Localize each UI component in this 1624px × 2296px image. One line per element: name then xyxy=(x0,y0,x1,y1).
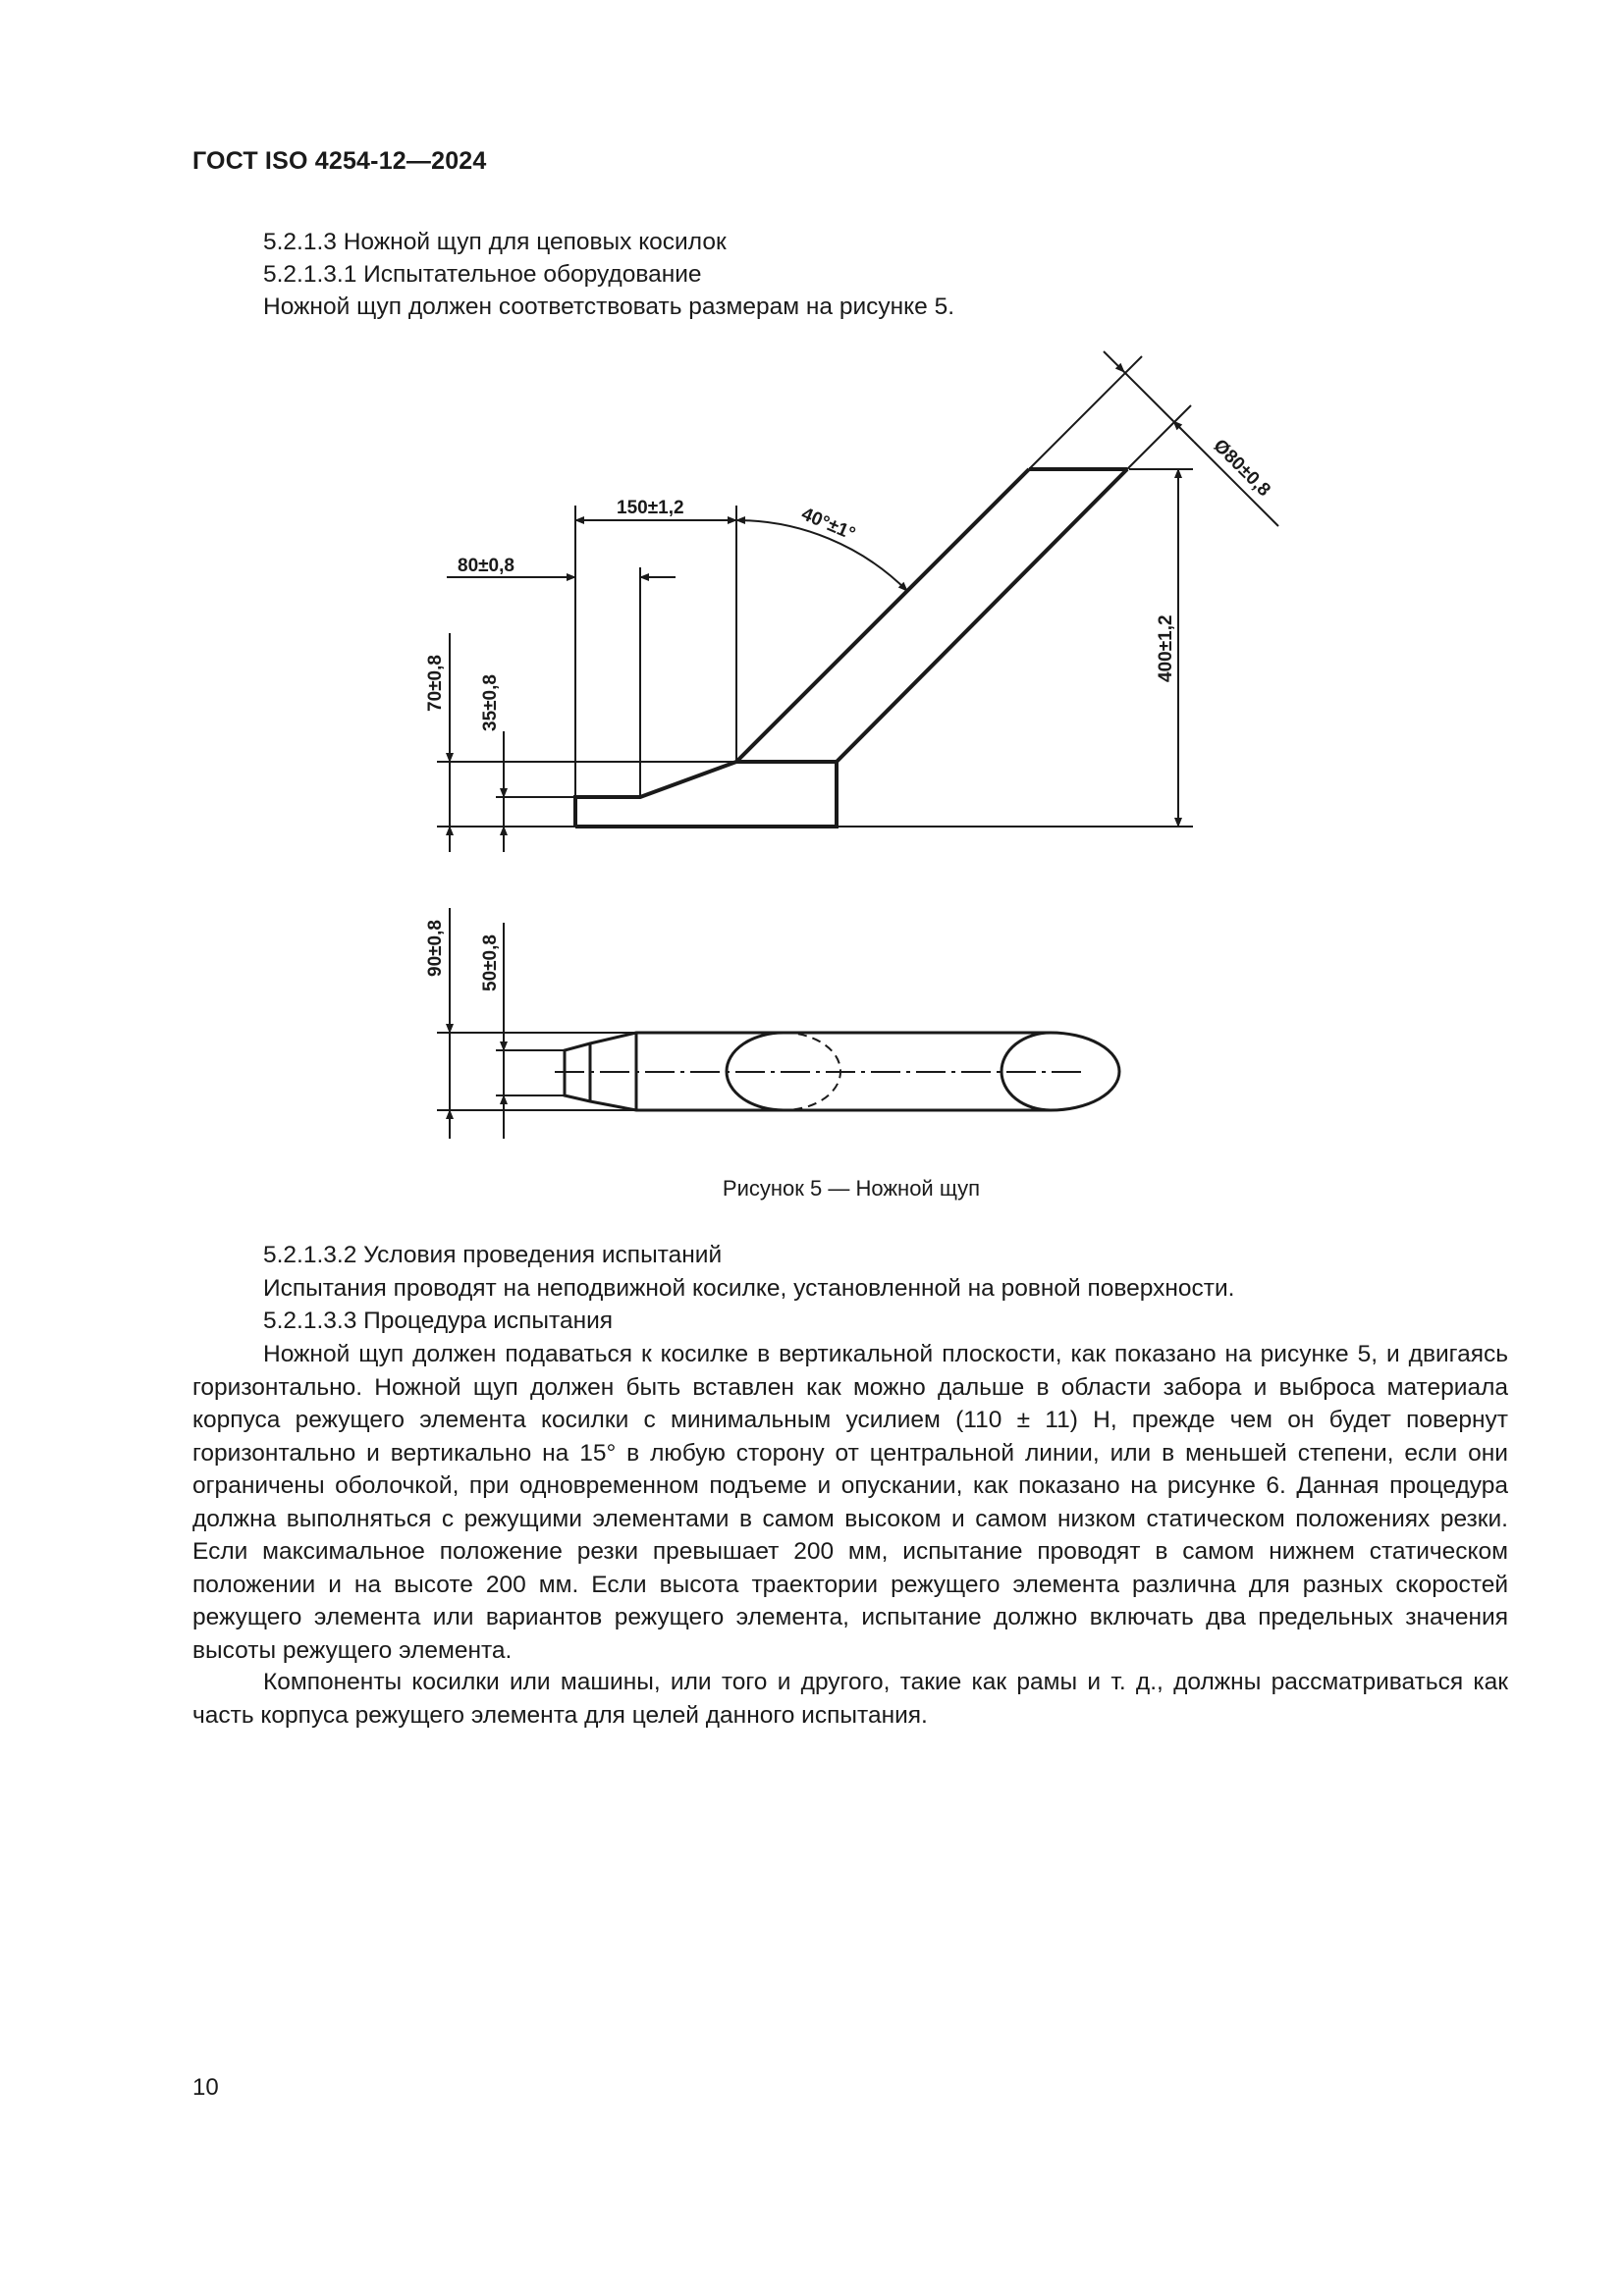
subsection-heading: 5.2.1.3.3 Процедура испытания xyxy=(263,1308,614,1334)
dim-angle: 40°±1° xyxy=(798,504,859,546)
dim-35: 35±0,8 xyxy=(480,674,501,731)
side-view-dimension-lines xyxy=(437,351,1278,852)
dim-50: 50±0,8 xyxy=(480,934,501,991)
dim-80: 80±0,8 xyxy=(458,556,514,576)
subsection-heading: 5.2.1.3.2 Условия проведения испытаний xyxy=(263,1242,723,1268)
paragraph: Ножной щуп должен подаваться к косилке в вертикальной плоскости, как показано на рисунке 5, и двигаясь горизонтально. Ножной щуп должен быть вставлен как можно дальше в области забора и выброса материала корпуса режущего элемента косилки с минимальным усилием (110 ± 11) Н, прежде чем он будет повернут горизонтально и вертикально на 15° в любую сторону от центральной линии, или в меньшей степени, если они ограничены оболочкой, при одновременном подъеме и опускании, как показано на рисунке 6. Данная процедура должна выполняться с режущими элементами в самом высоком и самом низком статическом положениях резки. Если максимальное положение резки превышает 200 мм, испытание проводят в самом нижнем статическом положении и на высоте 200 мм. Если высота траектории режущего элемента различна для разных скоростей режущего элемента или вариантов режущего элемента, испытание должно включать два предельных значения высоты режущего элемента. xyxy=(192,1341,1508,1664)
dim-diameter-80: Ø80±0,8 xyxy=(1209,435,1274,501)
page-number: 10 xyxy=(192,2074,219,2101)
figure-caption: Рисунок 5 — Ножной щуп xyxy=(722,1176,981,1201)
dim-90: 90±0,8 xyxy=(425,920,446,977)
dim-400: 400±1,2 xyxy=(1156,614,1176,682)
probe-top-view xyxy=(555,1033,1119,1110)
section-heading: 5.2.1.3 Ножной щуп для цеповых косилок xyxy=(263,229,727,255)
dim-150: 150±1,2 xyxy=(617,498,684,518)
dim-70: 70±0,8 xyxy=(425,655,446,712)
paragraph: Испытания проводят на неподвижной косилке, установленной на ровной поверхности. xyxy=(263,1275,1235,1302)
document-header: ГОСТ ISO 4254-12—2024 xyxy=(192,147,487,175)
paragraph: Ножной щуп должен соответствовать размерам на рисунке 5. xyxy=(263,294,955,320)
subsection-heading: 5.2.1.3.1 Испытательное оборудование xyxy=(263,261,702,288)
paragraph: Компоненты косилки или машины, или того и другого, такие как рамы и т. д., должны рассматриваться как часть корпуса режущего элемента для целей данного испытания. xyxy=(192,1669,1508,1729)
